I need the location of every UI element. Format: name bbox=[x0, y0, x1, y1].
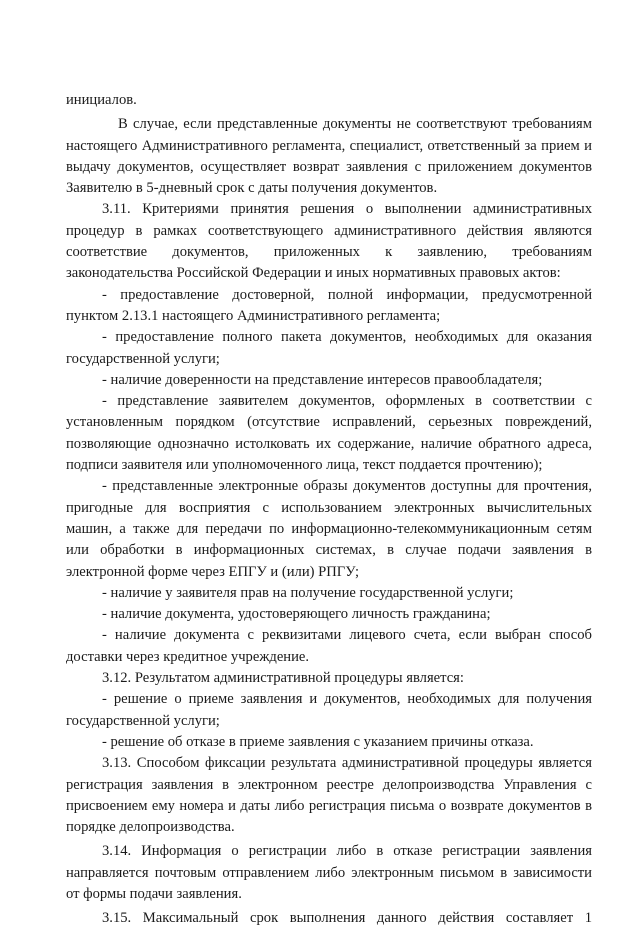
document-body bbox=[66, 90, 592, 930]
text-line: выдачу документов, осуществляет возврат заявления с приложением документов bbox=[66, 158, 592, 175]
text-line: настоящего Административного регламента, специалист, ответственный за прием и bbox=[66, 137, 592, 154]
text-line: В случае, если представленные документы не соответствуют требованиям bbox=[118, 116, 592, 133]
text-line: 3.11. Критериями принятия решения о выполнении административных bbox=[102, 201, 592, 218]
text-line: - наличие документа с реквизитами лицевого счета, если выбран способ bbox=[102, 627, 592, 644]
text-line: 3.13. Способом фиксации результата административной процедуры является bbox=[102, 755, 592, 772]
text-line: регистрация заявления в электронном реестре делопроизводства Управления с bbox=[66, 776, 592, 793]
text-line: Заявителю в 5-дневный срок с даты получения документов. bbox=[66, 180, 438, 197]
text-line: пригодные для восприятия с использованием электронных вычислительных bbox=[66, 499, 592, 516]
text-line: государственной услуги; bbox=[66, 712, 220, 729]
text-line: - решение о приеме заявления и документов, необходимых для получения bbox=[102, 691, 592, 708]
text-line: электронной форме через ЕПГУ и (или) РПГУ; bbox=[66, 563, 360, 580]
text-line: соответствие документов, приложенных к заявлению, требованиям bbox=[66, 244, 592, 261]
text-line: от формы подачи заявления. bbox=[66, 885, 242, 902]
text-line: направляется почтовым отправлением либо электронным письмом в зависимости bbox=[66, 864, 592, 881]
text-line: пунктом 2.13.1 настоящего Административного регламента; bbox=[66, 307, 441, 324]
text-line: - предоставление достоверной, полной информации, предусмотренной bbox=[102, 286, 592, 303]
text-line: - представление заявителем документов, оформленых в соответствии с bbox=[102, 393, 592, 410]
text-line: или обработки в информационных системах, в случае подачи заявления в bbox=[66, 542, 592, 559]
text-line: доставки через кредитное учреждение. bbox=[66, 648, 310, 665]
text-line: присвоением ему номера и даты либо регистрация письма о возврате документов в bbox=[66, 797, 592, 814]
text-line: подписи заявителя или уполномоченного лица, текст поддается прочтению); bbox=[66, 457, 543, 474]
text-line: позволяющие однозначно истолковать их содержание, наличие обратного адреса, bbox=[66, 435, 592, 452]
text-line: процедур в рамках соответствующего административного действия являются bbox=[66, 222, 592, 239]
text-line: 3.15. Максимальный срок выполнения данного действия составляет 1 bbox=[102, 910, 592, 927]
text-line: порядке делопроизводства. bbox=[66, 819, 235, 836]
text-line: 3.12. Результатом административной процедуры является: bbox=[102, 670, 464, 687]
text-line: - решение об отказе в приеме заявления с указанием причины отказа. bbox=[102, 733, 534, 750]
text-line: законодательства Российской Федерации и иных нормативных правовых актов: bbox=[66, 265, 561, 282]
text-line: инициалов. bbox=[66, 92, 137, 108]
text-line: государственной услуги; bbox=[66, 350, 220, 367]
text-line: - представленные электронные образы документов доступны для прочтения, bbox=[102, 478, 592, 495]
text-line: 3.14. Информация о регистрации либо в отказе регистрации заявления bbox=[102, 843, 592, 860]
text-line: - наличие документа, удостоверяющего личность гражданина; bbox=[102, 606, 491, 623]
text-line: - наличие доверенности на представление интересов правообладателя; bbox=[102, 371, 543, 388]
text-line: установленным порядком (отсутствие исправлений, серьезных повреждений, bbox=[66, 414, 592, 431]
text-line: - наличие у заявителя прав на получение государственной услуги; bbox=[102, 584, 514, 601]
text-line: машин, а также для передачи по информационно-телекоммуникационным сетям bbox=[66, 520, 592, 537]
text-line: - предоставление полного пакета документов, необходимых для оказания bbox=[102, 329, 592, 346]
